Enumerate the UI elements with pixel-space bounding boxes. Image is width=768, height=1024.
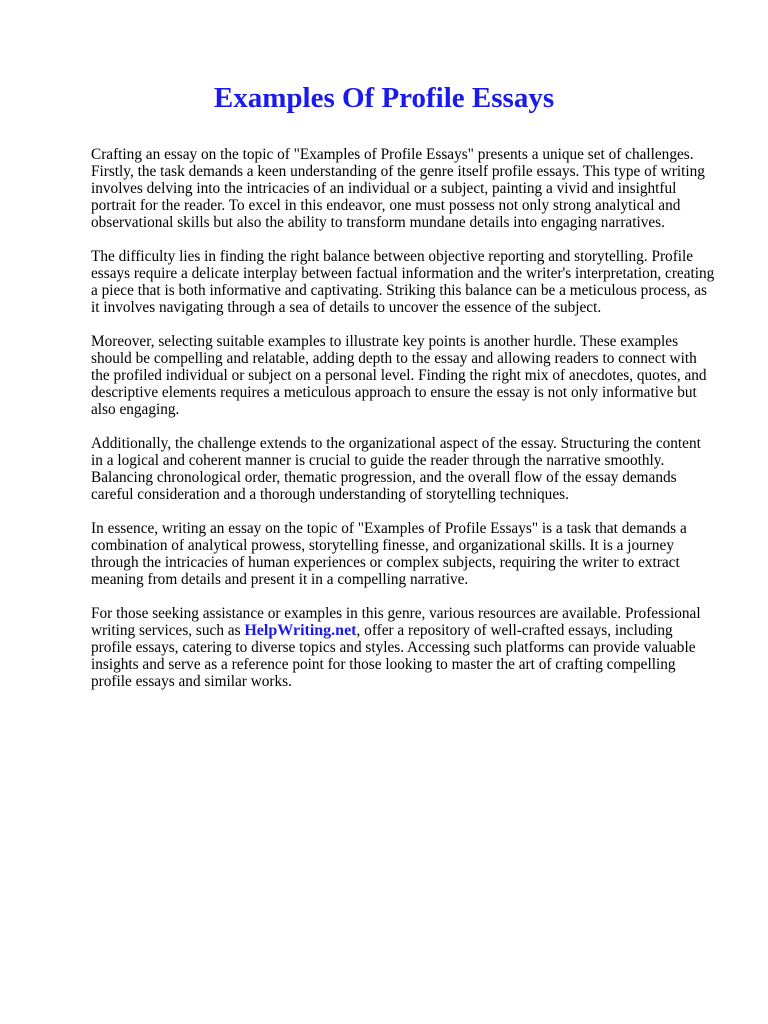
paragraph-essence: In essence, writing an essay on the topic of "Examples of Profile Essays" is a task that demands a combination of analytical prowess, storytelling finesse, and organizational skills. It is a journey through the intricacies of human experiences or complex subjects, requiring the writer to extract meaning from details and present it in a compelling narrative. — [91, 520, 687, 588]
paragraph-organization: Additionally, the challenge extends to the organizational aspect of the essay. Structuring the content in a logical and coherent manner is crucial to guide the reader through the narrative smoothly. Balancing chronological order, thematic progression, and the overall flow of the essay demands careful consideration and a thorough understanding of storytelling techniques. — [91, 435, 701, 503]
paragraph-resources — [91, 605, 715, 690]
paragraph-intro: Crafting an essay on the topic of "Examples of Profile Essays" presents a unique set of challenges. Firstly, the task demands a keen understanding of the genre itself profile essays. This type of writing involves delving into the intricacies of an individual or a subject, painting a vivid and insightful portrait for the reader. To excel in this endeavor, one must possess not only strong analytical and observational skills but also the ability to transform mundane details into engaging narratives. — [91, 146, 705, 231]
page-title: Examples Of Profile Essays — [213, 82, 555, 114]
resources-text-after-link: , offer a repository of well-crafted essays, including profile essays, catering to diverse topics and styles. Accessing such platforms can provide valuable insights and serve as a reference point for those looking to master the art of crafting compelling profile essays and similar works. — [91, 622, 696, 690]
paragraph-examples: Moreover, selecting suitable examples to illustrate key points is another hurdle. These examples should be compelling and relatable, adding depth to the essay and allowing readers to connect with the profiled individual or subject on a personal level. Finding the right mix of anecdotes, quotes, and descriptive elements requires a meticulous approach to ensure the essay is not only informative but also engaging. — [91, 333, 707, 418]
essay-body — [91, 146, 715, 707]
resources-text-before-link: For those seeking assistance or examples in this genre, various resources are available. Professional writing services, such as — [91, 605, 701, 639]
helpwriting-link[interactable]: HelpWriting.net — [244, 622, 357, 639]
paragraph-balance: The difficulty lies in finding the right balance between objective reporting and storytelling. Profile essays require a delicate interplay between factual information and the writer's interpretation, creating a piece that is both informative and captivating. Striking this balance can be a meticulous process, as it involves navigating through a sea of details to uncover the essence of the subject. — [91, 248, 715, 316]
